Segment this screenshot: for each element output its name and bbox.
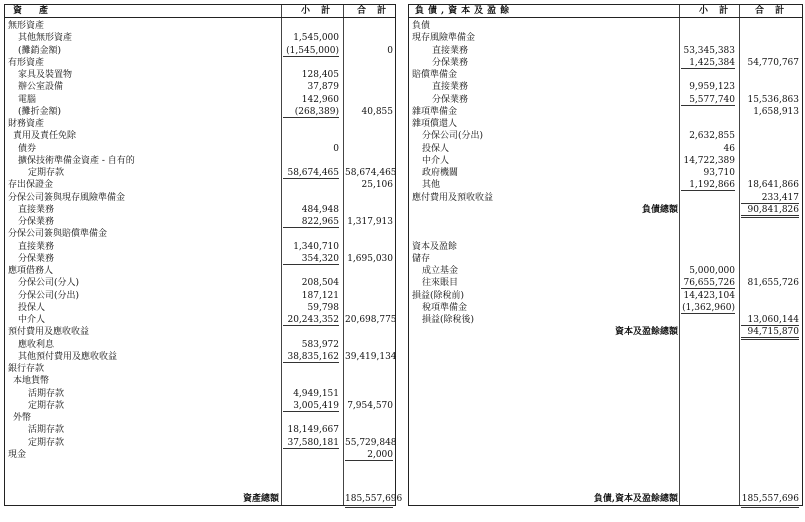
row-label: 現金: [8, 449, 27, 460]
row-subtotal: 37,879: [307, 82, 339, 93]
row-label: 電腦: [18, 94, 37, 105]
ledger-row: [5, 167, 395, 179]
row-subtotal: 59,798: [307, 302, 339, 313]
liabilities-total-header: 合 計: [755, 6, 789, 16]
ledger-row: [5, 302, 395, 314]
row-label: 有形資產: [8, 57, 45, 68]
row-total: 1,695,030: [347, 253, 393, 264]
row-total: 13,060,144: [741, 314, 799, 326]
assets-subtotal-header: 小 計: [301, 6, 335, 16]
row-label: 定期存款: [28, 168, 65, 178]
row-label: 投保人: [18, 302, 46, 313]
ledger-row: [5, 204, 395, 216]
ledger-row: [5, 216, 395, 228]
assets-panel: [4, 4, 403, 506]
row-subtotal: 5,000,000: [689, 266, 735, 276]
ledger-row: [409, 32, 802, 44]
row-subtotal: 4,949,151: [293, 388, 339, 399]
row-total: 1,658,913: [753, 106, 799, 117]
row-total: 81,655,726: [747, 278, 799, 289]
row-total: 20,698,775: [345, 315, 397, 325]
row-label: 其他預付費用及應收收益: [18, 351, 118, 362]
ledger-row: [409, 326, 802, 338]
ledger-row: [5, 253, 395, 265]
row-total: 54,770,767: [747, 57, 799, 68]
row-label: 政府機關: [422, 168, 459, 178]
assets-title: 資 產: [13, 6, 53, 16]
ledger-row: [5, 45, 395, 57]
ledger-row: [409, 155, 802, 167]
row-total: 1,317,913: [347, 217, 393, 227]
row-total: 15,536,863: [747, 94, 799, 105]
ledger-row: [409, 253, 802, 265]
liabilities-title: 負債,資本及盈餘: [415, 6, 514, 16]
row-subtotal: 2,632,855: [689, 131, 735, 142]
ledger-row: [409, 314, 802, 326]
ledger-row: [409, 302, 802, 314]
row-label: 債券: [18, 143, 37, 154]
row-label: 損益(除稅前): [412, 290, 465, 301]
row-label: 分保公司(分人): [18, 278, 80, 289]
ledger-row: [5, 400, 395, 412]
row-label: 中介人: [422, 155, 450, 166]
row-subtotal: (1,545,000): [283, 45, 339, 57]
row-total: 233,417: [741, 192, 799, 204]
row-label: 損益(除稅後): [422, 315, 475, 325]
ledger-row: [409, 118, 802, 130]
row-subtotal: 583,972: [301, 339, 339, 350]
ledger-row: [409, 167, 802, 179]
row-label: 現存風險準備金: [412, 33, 476, 44]
row-label: 活期存款: [28, 425, 65, 436]
liabilities-total-value: 185,557,696: [741, 493, 799, 508]
row-label: 分保公司(分出): [18, 290, 80, 301]
row-label: (攤銷金額): [18, 45, 62, 56]
row-total: 25,106: [361, 180, 393, 191]
liabilities-subtotal-header: 小 計: [699, 6, 733, 16]
row-subtotal: (1,362,960): [682, 302, 735, 313]
row-label: 中介人: [18, 315, 46, 325]
row-label: 定期存款: [28, 437, 65, 448]
row-total: 40,855: [361, 106, 393, 117]
row-subtotal: 3,005,419: [283, 400, 339, 412]
ledger-row: [5, 437, 395, 449]
row-subtotal: 208,504: [301, 278, 339, 289]
ledger-row: [5, 130, 395, 142]
row-total: 58,674,465: [345, 168, 397, 178]
row-label: 辦公室設備: [18, 82, 64, 93]
row-total: 39,419,134: [345, 351, 397, 362]
row-label: 分保業務: [18, 253, 55, 264]
ledger-row: [409, 277, 802, 289]
ledger-row: [5, 265, 395, 277]
liabilities-footer: [409, 493, 802, 505]
row-label: 財務資產: [8, 119, 45, 129]
row-label: 分保業務: [432, 57, 469, 68]
row-total: 55,729,848: [345, 437, 397, 448]
ledger-row: [5, 424, 395, 436]
row-subtotal: 9,959,123: [689, 82, 735, 93]
ledger-row: [409, 143, 802, 155]
liabilities-header: [409, 5, 802, 18]
ledger-row: [409, 45, 802, 57]
ledger-row: [5, 69, 395, 81]
ledger-row: [409, 106, 802, 118]
assets-total-label: 資產總額: [242, 494, 279, 504]
row-subtotal: 53,345,383: [683, 45, 735, 56]
row-label: 成立基金: [422, 266, 459, 276]
ledger-row: [5, 106, 395, 118]
row-subtotal: 1,425,384: [681, 57, 735, 69]
ledger-row: [409, 241, 802, 253]
row-label: 雜項償還人: [412, 119, 458, 129]
row-label: 直接業務: [432, 82, 469, 93]
ledger-row: [5, 339, 395, 351]
row-subtotal: 18,149,667: [287, 425, 339, 436]
assets-total-header: 合 計: [357, 6, 391, 16]
row-subtotal: 20,243,352: [283, 314, 339, 326]
row-label: 儲存: [412, 253, 431, 264]
ledger-row: [5, 179, 395, 191]
row-label: 分保業務: [432, 94, 469, 105]
ledger-row: [5, 32, 395, 44]
row-subtotal: 0: [333, 143, 339, 154]
ledger-row: [5, 412, 395, 424]
liabilities-total-label: 負債,資本及盈餘總額: [593, 494, 678, 504]
ledger-row: [409, 20, 802, 32]
ledger-row: [409, 265, 802, 277]
row-total: 90,841,826: [741, 204, 799, 218]
ledger-row: [409, 216, 802, 228]
row-subtotal: 76,655,726: [681, 277, 735, 289]
row-label: 負債: [412, 21, 431, 31]
ledger-row: [409, 57, 802, 69]
row-label: 應項借務人: [8, 266, 54, 276]
row-subtotal: 1,192,866: [681, 179, 735, 191]
row-total: 18,641,866: [747, 180, 799, 191]
row-subtotal: 37,580,181: [283, 437, 339, 449]
row-subtotal: 822,965: [283, 216, 339, 228]
ledger-row: [409, 130, 802, 142]
ledger-row: [5, 118, 395, 130]
ledger-row: [409, 179, 802, 191]
row-label: 分保公司(分出): [422, 131, 484, 142]
row-label: 資本及盈餘總額: [614, 327, 678, 338]
row-total: 2,000: [345, 449, 393, 461]
row-label: 負債總額: [641, 204, 678, 215]
ledger-row: [5, 228, 395, 240]
row-subtotal: 484,948: [301, 204, 339, 215]
ledger-row: [5, 290, 395, 302]
liabilities-panel: [408, 4, 803, 506]
row-subtotal: 187,121: [301, 290, 339, 301]
ledger-row: [409, 81, 802, 93]
row-label: 其他: [422, 180, 441, 191]
row-subtotal: 14,423,104: [683, 290, 735, 301]
row-label: 資本及盈餘: [412, 241, 458, 252]
ledger-row: [409, 94, 802, 106]
row-label: 賠償準備金: [412, 70, 458, 80]
ledger-row: [5, 351, 395, 363]
ledger-row: [409, 228, 802, 240]
row-total: 0: [387, 45, 393, 56]
ledger-row: [5, 363, 395, 375]
assets-total-value: 185,557,696: [345, 493, 393, 508]
assets-footer: [5, 493, 403, 505]
row-label: 稅項準備金: [422, 302, 468, 313]
row-label: 活期存款: [28, 388, 65, 399]
row-subtotal: 5,577,740: [681, 94, 735, 106]
ledger-row: [5, 192, 395, 204]
ledger-row: [5, 20, 395, 32]
row-label: 直接業務: [432, 45, 469, 56]
ledger-row: [5, 314, 395, 326]
row-label: 存出保證金: [8, 180, 54, 191]
row-label: 擴保技術準備金資產 - 自有的: [18, 155, 135, 166]
row-subtotal: 1,340,710: [293, 241, 339, 252]
row-label: 分保公司簽與賠償準備金: [8, 229, 108, 240]
row-label: 銀行存款: [8, 364, 45, 374]
row-label: 雜項準備金: [412, 106, 458, 117]
row-subtotal: 142,960: [301, 94, 339, 105]
row-label: 本地貨幣: [13, 376, 50, 387]
row-subtotal: 93,710: [703, 168, 735, 178]
ledger-row: [409, 192, 802, 204]
ledger-row: [409, 69, 802, 81]
row-label: 定期存款: [28, 400, 65, 411]
row-subtotal: (268,389): [283, 106, 339, 118]
ledger-row: [5, 143, 395, 155]
row-label: 直接業務: [18, 204, 55, 215]
row-subtotal: 14,722,389: [683, 155, 735, 166]
row-label: (攤折金額): [18, 106, 62, 117]
ledger-row: [5, 81, 395, 93]
ledger-row: [5, 449, 395, 461]
row-label: 分保公司簽與現存風險準備金: [8, 192, 126, 203]
row-label: 投保人: [422, 143, 450, 154]
row-subtotal: 1,545,000: [293, 33, 339, 44]
ledger-row: [5, 326, 395, 338]
row-label: 預付費用及應收收益: [8, 327, 90, 338]
assets-header: [5, 5, 395, 18]
ledger-row: [5, 241, 395, 253]
row-label: 責用及責任免除: [13, 131, 77, 142]
row-total: 7,954,570: [347, 400, 393, 411]
ledger-row: [5, 277, 395, 289]
row-label: 家具及裝置物: [18, 70, 73, 80]
row-subtotal: 128,405: [301, 70, 339, 80]
ledger-row: [5, 375, 395, 387]
row-label: 應付費用及預收收益: [412, 192, 494, 203]
row-label: 無形資產: [8, 21, 45, 31]
row-label: 應收利息: [18, 339, 55, 350]
row-subtotal: 354,320: [283, 253, 339, 265]
ledger-row: [5, 388, 395, 400]
ledger-row: [5, 57, 395, 69]
row-subtotal: 38,835,162: [283, 351, 339, 363]
row-label: 其他無形資產: [18, 33, 73, 44]
ledger-row: [409, 204, 802, 216]
ledger-row: [409, 290, 802, 302]
row-label: 分保業務: [18, 217, 55, 227]
row-subtotal: 58,674,465: [283, 167, 339, 179]
row-subtotal: 46: [723, 143, 735, 154]
ledger-row: [5, 94, 395, 106]
row-label: 直接業務: [18, 241, 55, 252]
row-label: 外幣: [13, 413, 32, 423]
row-label: 往來賬目: [422, 278, 459, 289]
row-total: 94,715,870: [741, 326, 799, 340]
ledger-row: [5, 155, 395, 167]
